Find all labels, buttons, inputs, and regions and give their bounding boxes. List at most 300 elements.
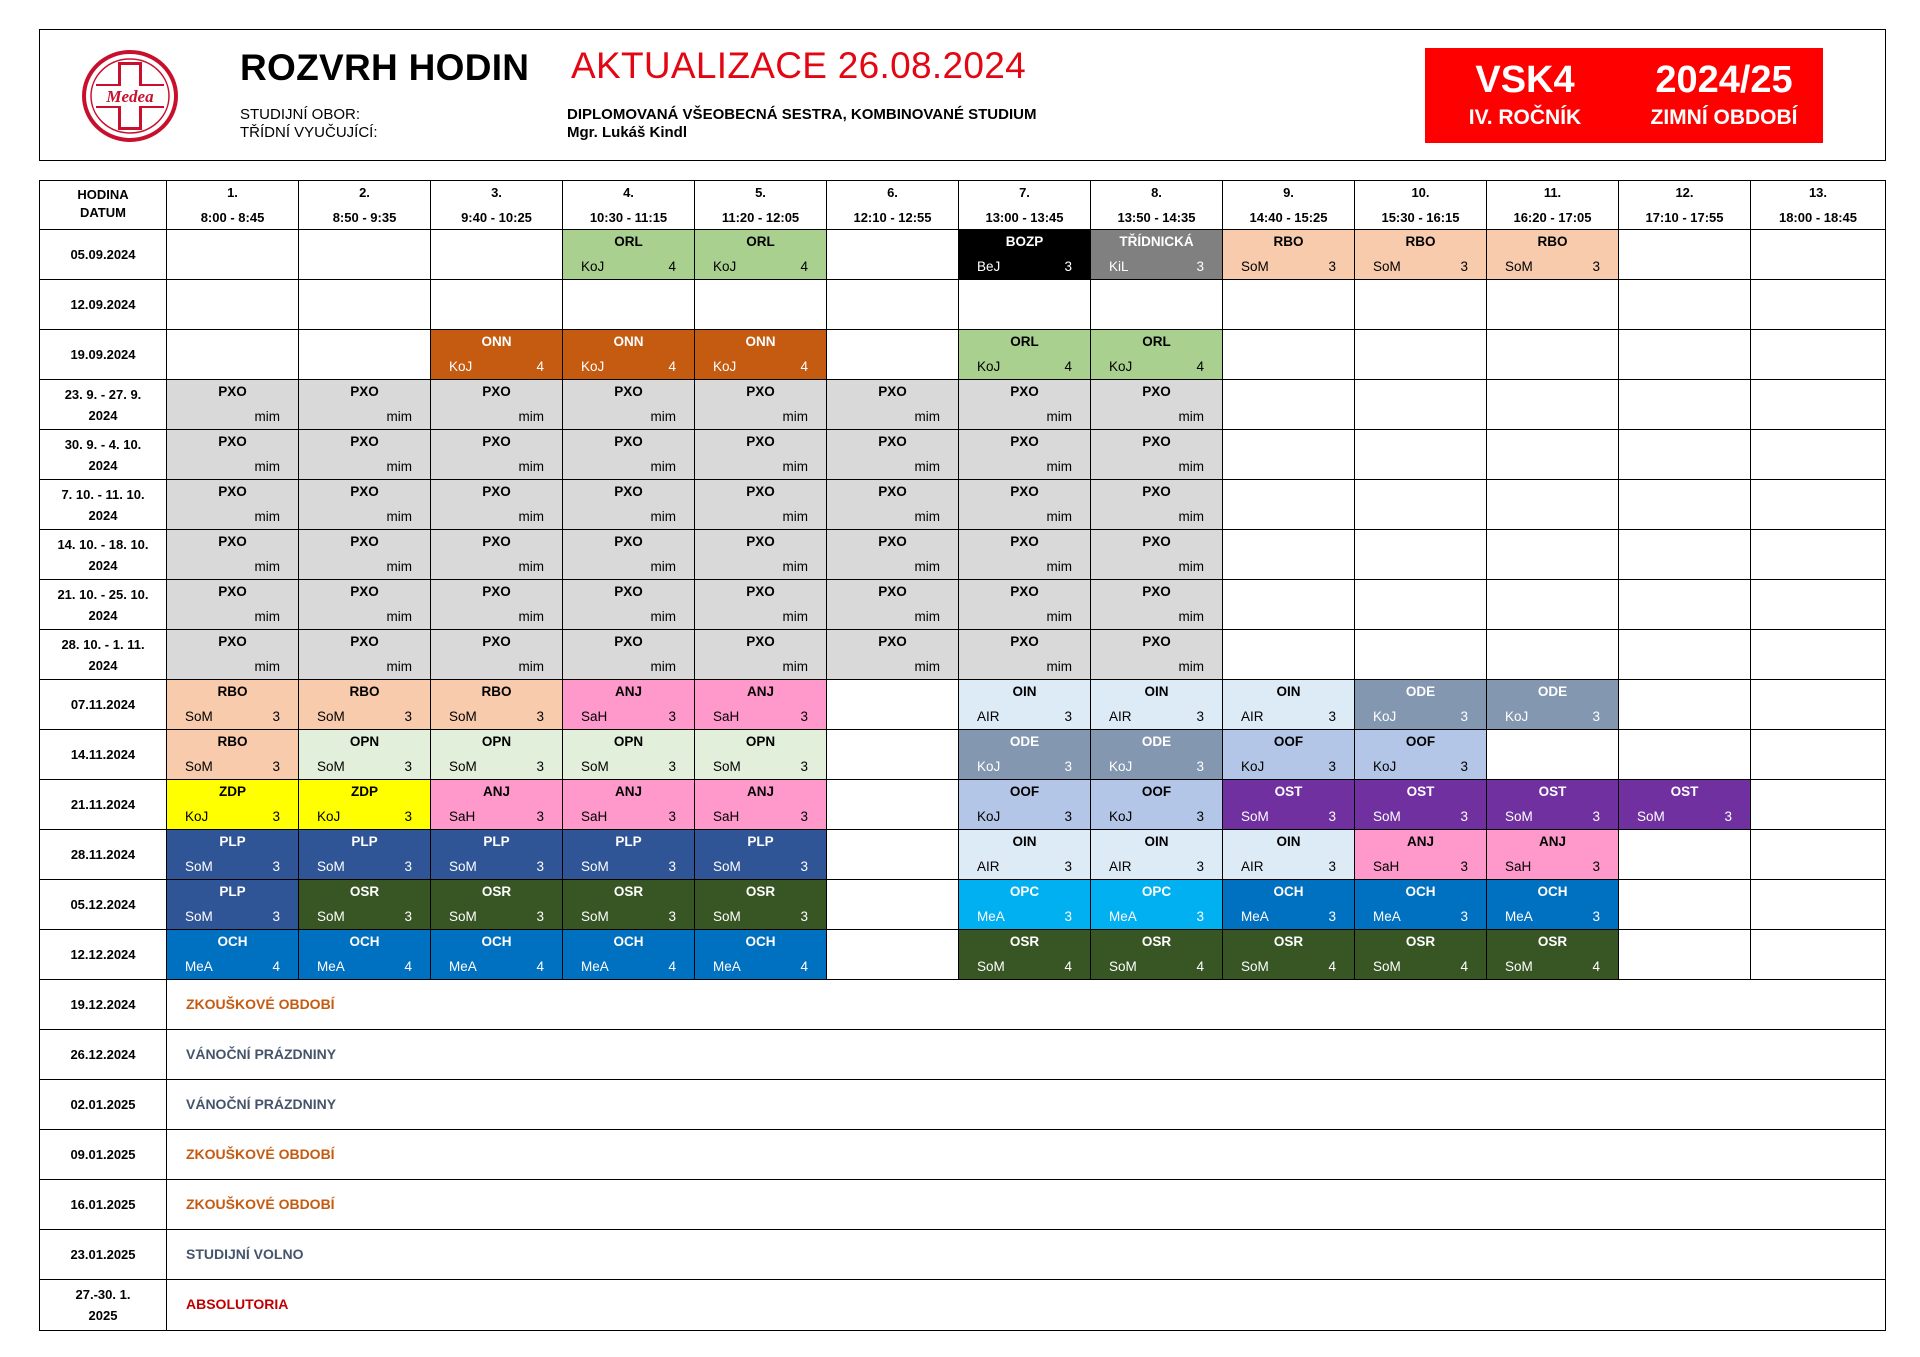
teacher-code: MeA bbox=[713, 959, 741, 974]
subject-code: OSR bbox=[613, 884, 644, 899]
timetable-header bbox=[39, 29, 1886, 161]
subject-code: OPC bbox=[1141, 884, 1172, 899]
lesson-cell bbox=[1091, 680, 1223, 730]
period-time: 10:30 - 11:15 bbox=[589, 210, 668, 225]
subject-code: PXO bbox=[218, 384, 247, 399]
empty-cell bbox=[1751, 730, 1885, 780]
teacher-code: KoJ bbox=[977, 759, 1001, 774]
teacher-code: SaH bbox=[1373, 859, 1400, 874]
subject-code: PXO bbox=[218, 634, 247, 649]
teacher-code: SoM bbox=[581, 909, 609, 924]
teacher-code: SoM bbox=[185, 759, 213, 774]
subject-code: ANJ bbox=[746, 684, 774, 699]
teacher-code: AIR bbox=[1241, 859, 1264, 874]
subject-code: OCH bbox=[481, 934, 512, 949]
empty-cell bbox=[1223, 330, 1355, 380]
empty-cell bbox=[1223, 530, 1355, 580]
lesson-cell bbox=[959, 630, 1091, 680]
teacher-code: AIR bbox=[1109, 859, 1132, 874]
lesson-cell bbox=[167, 680, 299, 730]
subject-code: PXO bbox=[1010, 584, 1039, 599]
teacher-code: SaH bbox=[581, 709, 608, 724]
period-number: 1. bbox=[227, 185, 238, 200]
mim-label: mim bbox=[386, 609, 412, 624]
lesson-cell bbox=[167, 530, 299, 580]
subject-code: ORL bbox=[746, 234, 775, 249]
lesson-cell bbox=[563, 880, 695, 930]
subject-code: PXO bbox=[614, 384, 643, 399]
hour-count: 4 bbox=[668, 359, 676, 374]
lesson-cell bbox=[431, 480, 563, 530]
lesson-cell bbox=[959, 430, 1091, 480]
empty-cell bbox=[299, 230, 431, 280]
header-corner bbox=[40, 181, 167, 230]
lesson-cell bbox=[431, 330, 563, 380]
subject-code: ONN bbox=[613, 334, 644, 349]
teacher-code: MeA bbox=[1373, 909, 1401, 924]
hour-count: 3 bbox=[272, 809, 280, 824]
teacher-code: KoJ bbox=[977, 809, 1001, 824]
lesson-cell bbox=[431, 680, 563, 730]
period-number: 5. bbox=[755, 185, 766, 200]
subject-code: ANJ bbox=[482, 784, 510, 799]
subject-code: ODE bbox=[1009, 734, 1040, 749]
teacher-code: SaH bbox=[449, 809, 476, 824]
empty-cell bbox=[1751, 280, 1885, 330]
lesson-cell bbox=[563, 580, 695, 630]
empty-cell bbox=[431, 280, 563, 330]
svg-text:Medea: Medea bbox=[106, 87, 154, 106]
row-date: 23.01.2025 bbox=[40, 1230, 167, 1280]
note-text: ZKOUŠKOVÉ OBDOBÍ bbox=[186, 996, 335, 1012]
lesson-cell bbox=[695, 430, 827, 480]
subject-code: RBO bbox=[349, 684, 380, 699]
lesson-cell bbox=[167, 380, 299, 430]
period-time: 8:00 - 8:45 bbox=[200, 210, 265, 225]
period-number: 9. bbox=[1283, 185, 1294, 200]
teacher-code: MeA bbox=[1505, 909, 1533, 924]
period-header bbox=[1619, 181, 1751, 230]
empty-cell bbox=[959, 280, 1091, 330]
lesson-cell bbox=[959, 580, 1091, 630]
lesson-cell bbox=[563, 630, 695, 680]
lesson-cell bbox=[299, 680, 431, 730]
empty-cell bbox=[299, 330, 431, 380]
lesson-cell bbox=[695, 880, 827, 930]
lesson-cell bbox=[167, 880, 299, 930]
lesson-cell bbox=[695, 230, 827, 280]
lesson-cell bbox=[563, 680, 695, 730]
subject-code: RBO bbox=[217, 734, 248, 749]
subject-code: OCH bbox=[613, 934, 644, 949]
empty-cell bbox=[1223, 480, 1355, 530]
period-time: 14:40 - 15:25 bbox=[1249, 210, 1328, 225]
hour-count: 3 bbox=[536, 809, 544, 824]
hour-count: 3 bbox=[1460, 759, 1468, 774]
hour-count: 3 bbox=[1328, 709, 1336, 724]
row-date: 12.12.2024 bbox=[40, 930, 167, 980]
empty-cell bbox=[1619, 380, 1751, 430]
lesson-cell bbox=[431, 730, 563, 780]
lesson-cell bbox=[695, 780, 827, 830]
row-date: 28.11.2024 bbox=[40, 830, 167, 880]
lesson-cell bbox=[1355, 830, 1487, 880]
subject-code: ORL bbox=[1010, 334, 1039, 349]
lesson-cell bbox=[1487, 780, 1619, 830]
mim-label: mim bbox=[914, 609, 940, 624]
class-teacher-label: TŘÍDNÍ VYUČUJÍCÍ: bbox=[240, 124, 378, 141]
row-date: 02.01.2025 bbox=[40, 1080, 167, 1130]
lesson-cell bbox=[431, 830, 563, 880]
subject-code: PLP bbox=[615, 834, 642, 849]
teacher-code: SoM bbox=[317, 709, 345, 724]
lesson-cell bbox=[299, 730, 431, 780]
subject-code: PXO bbox=[482, 634, 511, 649]
lesson-cell bbox=[1223, 230, 1355, 280]
hour-count: 4 bbox=[1460, 959, 1468, 974]
subject-code: PLP bbox=[219, 834, 246, 849]
period-header bbox=[563, 181, 695, 230]
subject-code: TŘÍDNICKÁ bbox=[1119, 234, 1194, 249]
hour-count: 3 bbox=[800, 809, 808, 824]
subject-code: PXO bbox=[1142, 484, 1171, 499]
lesson-cell bbox=[695, 930, 827, 980]
empty-cell bbox=[1619, 880, 1751, 930]
row-date: 16.01.2025 bbox=[40, 1180, 167, 1230]
lesson-cell bbox=[1355, 930, 1487, 980]
teacher-code: KoJ bbox=[713, 259, 737, 274]
subject-code: OCH bbox=[217, 934, 248, 949]
subject-code: PXO bbox=[614, 434, 643, 449]
subject-code: PXO bbox=[1142, 634, 1171, 649]
note-text: ZKOUŠKOVÉ OBDOBÍ bbox=[186, 1196, 335, 1212]
empty-cell bbox=[827, 780, 959, 830]
empty-cell bbox=[1619, 480, 1751, 530]
empty-cell bbox=[827, 230, 959, 280]
subject-code: PXO bbox=[746, 584, 775, 599]
row-date: 09.01.2025 bbox=[40, 1130, 167, 1180]
hour-count: 3 bbox=[1460, 709, 1468, 724]
subject-code: PXO bbox=[218, 434, 247, 449]
hour-count: 3 bbox=[1592, 909, 1600, 924]
subject-code: PXO bbox=[1010, 434, 1039, 449]
hour-count: 3 bbox=[536, 709, 544, 724]
row-date: 19.09.2024 bbox=[40, 330, 167, 380]
teacher-code: KoJ bbox=[581, 359, 605, 374]
subject-code: ZDP bbox=[351, 784, 378, 799]
lesson-cell bbox=[563, 930, 695, 980]
lesson-cell bbox=[299, 580, 431, 630]
lesson-cell bbox=[695, 380, 827, 430]
row-date: 14.11.2024 bbox=[40, 730, 167, 780]
hour-count: 4 bbox=[536, 959, 544, 974]
teacher-code: MeA bbox=[185, 959, 213, 974]
teacher-code: KoJ bbox=[977, 359, 1001, 374]
hour-count: 3 bbox=[1328, 909, 1336, 924]
class-badge bbox=[1425, 48, 1823, 143]
hour-count: 3 bbox=[536, 759, 544, 774]
teacher-code: AIR bbox=[977, 859, 1000, 874]
mim-label: mim bbox=[1046, 659, 1072, 674]
subject-code: PLP bbox=[219, 884, 246, 899]
period-header bbox=[431, 181, 563, 230]
subject-code: OIN bbox=[1144, 834, 1169, 849]
empty-cell bbox=[827, 830, 959, 880]
subject-code: PXO bbox=[218, 534, 247, 549]
subject-code: PXO bbox=[614, 534, 643, 549]
teacher-code: KoJ bbox=[1505, 709, 1529, 724]
note-row bbox=[167, 1030, 1885, 1080]
empty-cell bbox=[1355, 280, 1487, 330]
period-time: 18:00 - 18:45 bbox=[1778, 210, 1858, 225]
empty-cell bbox=[1355, 630, 1487, 680]
hour-count: 3 bbox=[404, 809, 412, 824]
subject-code: ANJ bbox=[614, 684, 642, 699]
mim-label: mim bbox=[386, 409, 412, 424]
lesson-cell bbox=[1487, 830, 1619, 880]
lesson-cell bbox=[1091, 780, 1223, 830]
lesson-cell bbox=[1355, 680, 1487, 730]
lesson-cell bbox=[167, 630, 299, 680]
row-date: 14. 10. - 18. 10. 2024 bbox=[40, 530, 167, 580]
lesson-cell bbox=[695, 330, 827, 380]
lesson-cell bbox=[431, 880, 563, 930]
period-header bbox=[299, 181, 431, 230]
lesson-cell bbox=[299, 830, 431, 880]
hour-count: 3 bbox=[1064, 759, 1072, 774]
empty-cell bbox=[1223, 580, 1355, 630]
lesson-cell bbox=[563, 380, 695, 430]
teacher-code: SaH bbox=[713, 809, 740, 824]
hour-count: 3 bbox=[1196, 759, 1204, 774]
subject-code: PXO bbox=[878, 484, 907, 499]
lesson-cell bbox=[1487, 930, 1619, 980]
lesson-cell bbox=[299, 930, 431, 980]
empty-cell bbox=[1751, 930, 1885, 980]
timetable-grid bbox=[39, 180, 1886, 1331]
row-date: 26.12.2024 bbox=[40, 1030, 167, 1080]
teacher-code: KoJ bbox=[317, 809, 341, 824]
note-row bbox=[167, 1280, 1885, 1330]
lesson-cell bbox=[563, 230, 695, 280]
lesson-cell bbox=[959, 380, 1091, 430]
subject-code: PXO bbox=[746, 384, 775, 399]
teacher-code: MeA bbox=[449, 959, 477, 974]
lesson-cell bbox=[959, 780, 1091, 830]
lesson-cell bbox=[1091, 930, 1223, 980]
subject-code: OSR bbox=[745, 884, 776, 899]
hour-count: 3 bbox=[1592, 709, 1600, 724]
period-header bbox=[1223, 181, 1355, 230]
lesson-cell bbox=[1355, 880, 1487, 930]
subject-code: PXO bbox=[1142, 434, 1171, 449]
mim-label: mim bbox=[518, 559, 544, 574]
subject-code: PXO bbox=[350, 634, 379, 649]
empty-cell bbox=[827, 930, 959, 980]
hour-count: 3 bbox=[1064, 859, 1072, 874]
lesson-cell bbox=[1091, 580, 1223, 630]
empty-cell bbox=[1487, 480, 1619, 530]
subject-code: OPN bbox=[613, 734, 644, 749]
lesson-cell bbox=[695, 680, 827, 730]
empty-cell bbox=[1355, 430, 1487, 480]
empty-cell bbox=[1751, 830, 1885, 880]
subject-code: ANJ bbox=[614, 784, 642, 799]
lesson-cell bbox=[431, 630, 563, 680]
teacher-code: SoM bbox=[713, 909, 741, 924]
empty-cell bbox=[1619, 680, 1751, 730]
lesson-cell bbox=[1619, 780, 1751, 830]
hour-count: 4 bbox=[668, 959, 676, 974]
hour-count: 3 bbox=[1460, 859, 1468, 874]
lesson-cell bbox=[1091, 230, 1223, 280]
empty-cell bbox=[1751, 430, 1885, 480]
lesson-cell bbox=[299, 880, 431, 930]
subject-code: PXO bbox=[746, 634, 775, 649]
teacher-code: BeJ bbox=[977, 259, 1001, 274]
period-number: 13. bbox=[1808, 185, 1828, 200]
note-row bbox=[167, 1130, 1885, 1180]
teacher-code: SoM bbox=[713, 759, 741, 774]
lesson-cell bbox=[431, 430, 563, 480]
lesson-cell bbox=[299, 630, 431, 680]
teacher-code: MeA bbox=[977, 909, 1005, 924]
subject-code: PXO bbox=[1142, 584, 1171, 599]
lesson-cell bbox=[1223, 930, 1355, 980]
teacher-code: SoM bbox=[1241, 959, 1269, 974]
row-date: 23. 9. - 27. 9. 2024 bbox=[40, 380, 167, 430]
page-title: ROZVRH HODIN bbox=[240, 47, 530, 88]
lesson-cell bbox=[1487, 880, 1619, 930]
teacher-code: KoJ bbox=[1109, 809, 1133, 824]
empty-cell bbox=[827, 880, 959, 930]
empty-cell bbox=[1487, 380, 1619, 430]
teacher-code: SoM bbox=[317, 759, 345, 774]
period-header bbox=[167, 181, 299, 230]
lesson-cell bbox=[167, 780, 299, 830]
teacher-code: SoM bbox=[1373, 809, 1401, 824]
row-date: 05.12.2024 bbox=[40, 880, 167, 930]
mim-label: mim bbox=[1046, 409, 1072, 424]
subject-code: OPN bbox=[745, 734, 776, 749]
lesson-cell bbox=[1223, 830, 1355, 880]
lesson-cell bbox=[1223, 880, 1355, 930]
period-time: 13:50 - 14:35 bbox=[1117, 210, 1196, 225]
subject-code: OST bbox=[1406, 784, 1435, 799]
subject-code: OIN bbox=[1276, 834, 1301, 849]
teacher-code: MeA bbox=[1241, 909, 1269, 924]
period-number: 8. bbox=[1151, 185, 1162, 200]
subject-code: OPN bbox=[349, 734, 380, 749]
empty-cell bbox=[1751, 580, 1885, 630]
mim-label: mim bbox=[650, 609, 676, 624]
lesson-cell bbox=[1355, 730, 1487, 780]
period-number: 6. bbox=[887, 185, 898, 200]
mim-label: mim bbox=[782, 409, 808, 424]
mim-label: mim bbox=[1178, 659, 1204, 674]
lesson-cell bbox=[167, 930, 299, 980]
hour-count: 3 bbox=[404, 859, 412, 874]
school-year: 2024/25 bbox=[1655, 59, 1793, 101]
row-date: 19.12.2024 bbox=[40, 980, 167, 1030]
lesson-cell bbox=[1091, 330, 1223, 380]
subject-code: PXO bbox=[1010, 534, 1039, 549]
corner-label-hour: HODINA bbox=[77, 187, 129, 202]
hour-count: 3 bbox=[1328, 259, 1336, 274]
empty-cell bbox=[1487, 430, 1619, 480]
hour-count: 3 bbox=[1196, 909, 1204, 924]
lesson-cell bbox=[1091, 430, 1223, 480]
hour-count: 3 bbox=[404, 759, 412, 774]
hour-count: 3 bbox=[1460, 259, 1468, 274]
row-date: 7. 10. - 11. 10. 2024 bbox=[40, 480, 167, 530]
lesson-cell bbox=[695, 580, 827, 630]
teacher-code: SoM bbox=[185, 709, 213, 724]
empty-cell bbox=[1751, 630, 1885, 680]
teacher-code: SoM bbox=[317, 909, 345, 924]
period-time: 16:20 - 17:05 bbox=[1513, 210, 1592, 225]
hour-count: 3 bbox=[1460, 909, 1468, 924]
teacher-code: MeA bbox=[1109, 909, 1137, 924]
mim-label: mim bbox=[782, 459, 808, 474]
teacher-code: SaH bbox=[1505, 859, 1532, 874]
period-time: 15:30 - 16:15 bbox=[1381, 210, 1460, 225]
teacher-code: SoM bbox=[581, 759, 609, 774]
subject-code: PXO bbox=[350, 584, 379, 599]
subject-code: OIN bbox=[1012, 834, 1037, 849]
lesson-cell bbox=[1091, 480, 1223, 530]
hour-count: 3 bbox=[1724, 809, 1732, 824]
subject-code: ONN bbox=[481, 334, 512, 349]
lesson-cell bbox=[299, 480, 431, 530]
lesson-cell bbox=[1091, 730, 1223, 780]
subject-code: OCH bbox=[1273, 884, 1304, 899]
subject-code: PXO bbox=[482, 534, 511, 549]
lesson-cell bbox=[1223, 730, 1355, 780]
mim-label: mim bbox=[914, 659, 940, 674]
subject-code: BOZP bbox=[1005, 234, 1044, 249]
note-row bbox=[167, 980, 1885, 1030]
teacher-code: KoJ bbox=[1109, 759, 1133, 774]
note-text: ABSOLUTORIA bbox=[186, 1296, 289, 1312]
hour-count: 3 bbox=[404, 909, 412, 924]
lesson-cell bbox=[827, 630, 959, 680]
hour-count: 3 bbox=[668, 859, 676, 874]
teacher-code: SaH bbox=[713, 709, 740, 724]
subject-code: ONN bbox=[745, 334, 776, 349]
period-header bbox=[695, 181, 827, 230]
mim-label: mim bbox=[1178, 609, 1204, 624]
term-label: ZIMNÍ OBDOBÍ bbox=[1650, 106, 1798, 129]
period-header bbox=[827, 181, 959, 230]
lesson-cell bbox=[431, 530, 563, 580]
hour-count: 3 bbox=[668, 909, 676, 924]
empty-cell bbox=[1487, 580, 1619, 630]
lesson-cell bbox=[827, 580, 959, 630]
subject-code: OSR bbox=[1009, 934, 1040, 949]
lesson-cell bbox=[167, 730, 299, 780]
teacher-code: SoM bbox=[317, 859, 345, 874]
teacher-code: KoJ bbox=[1373, 709, 1397, 724]
row-date: 28. 10. - 1. 11. 2024 bbox=[40, 630, 167, 680]
teacher-code: AIR bbox=[977, 709, 1000, 724]
mim-label: mim bbox=[386, 659, 412, 674]
subject-code: OCH bbox=[1537, 884, 1568, 899]
subject-code: PXO bbox=[746, 534, 775, 549]
lesson-cell bbox=[563, 730, 695, 780]
empty-cell bbox=[827, 680, 959, 730]
mim-label: mim bbox=[518, 609, 544, 624]
